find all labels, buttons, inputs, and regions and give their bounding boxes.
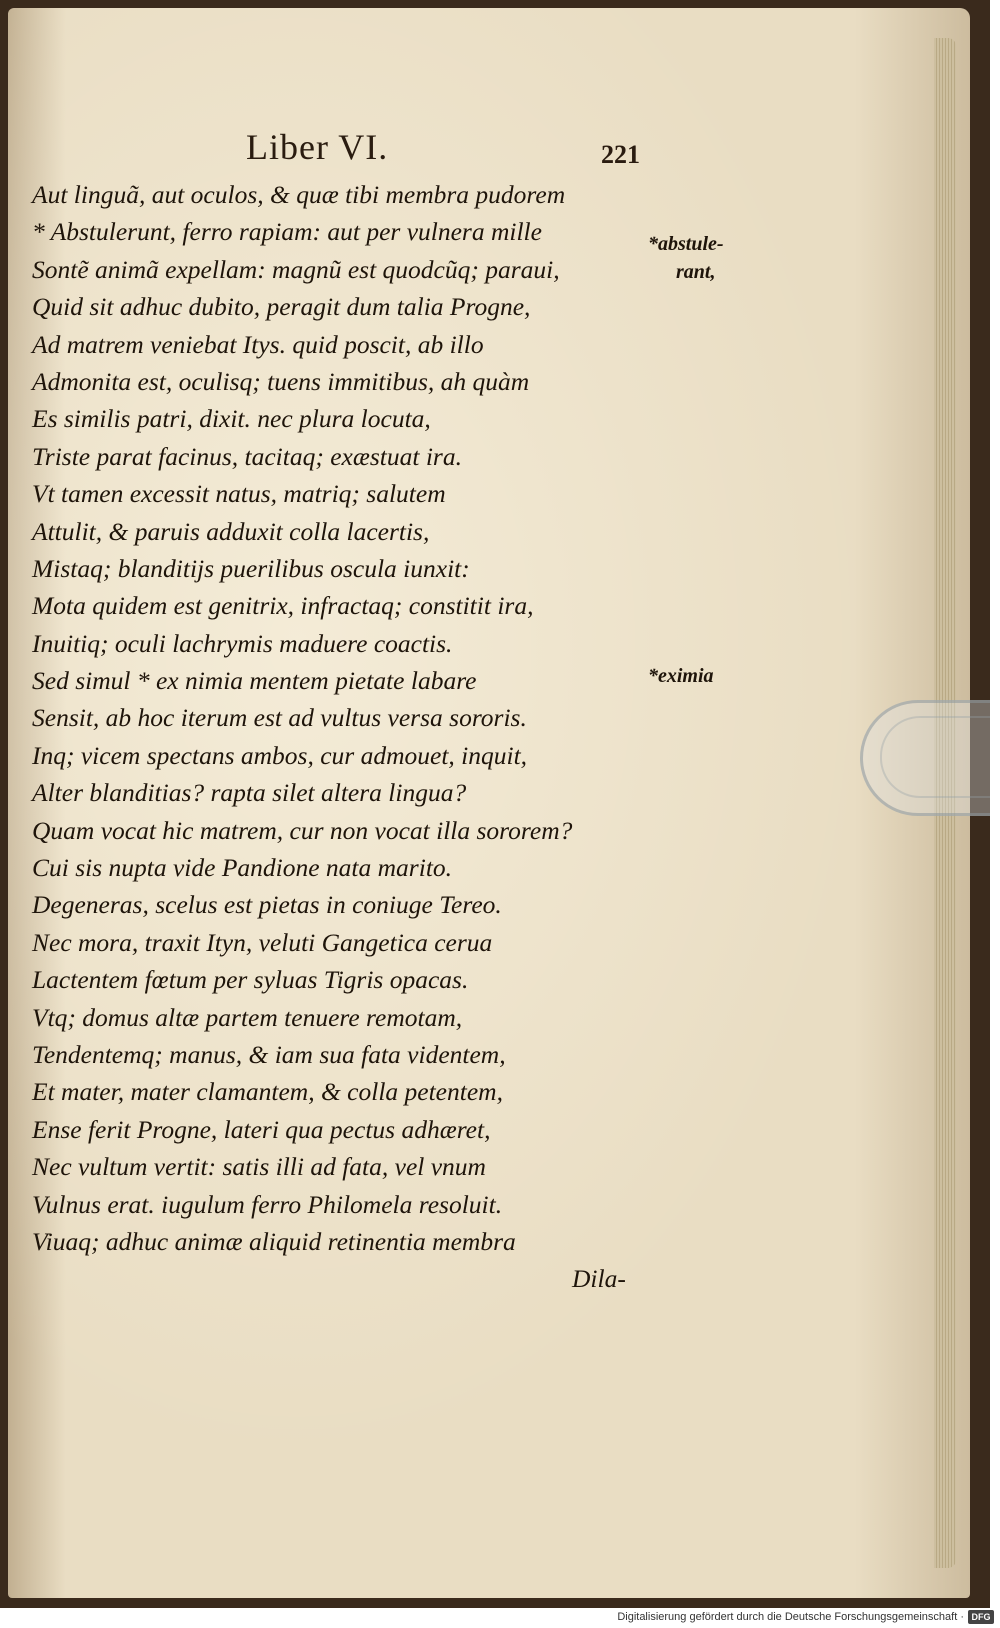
verse-text xyxy=(32,176,672,1298)
funding-notice: Digitalisierung gefördert durch die Deutsche Forschungsgemeinschaft · xyxy=(617,1611,964,1623)
verse-line: Admonita est, oculisq; tuens immitibus, ah quàm xyxy=(32,366,530,396)
page-number: 221 xyxy=(601,140,640,169)
verse-line: Mota quidem est genitrix, infractaq; constitit ira, xyxy=(32,591,534,621)
footer-bar xyxy=(0,1608,1000,1628)
verse-line: Ad matrem veniebat Itys. quid poscit, ab illo xyxy=(32,329,484,359)
verse-line: Degeneras, scelus est pietas in coniuge Tereo. xyxy=(32,890,502,920)
verse-line: Sed simul * ex nimia mentem pietate labare xyxy=(32,666,477,696)
verse-line: Ense ferit Progne, lateri qua pectus adhæret, xyxy=(32,1114,491,1144)
catchword: Dila- xyxy=(572,1264,626,1294)
verse-line: Viuaq; adhuc animæ aliquid retinentia membra xyxy=(32,1226,516,1256)
verse-line: Mistaq; blanditijs puerilibus oscula iunxit: xyxy=(32,553,470,583)
page-header xyxy=(246,126,666,176)
verse-line: Attulit, & paruis adduxit colla lacertis, xyxy=(32,516,430,546)
verse-line: Nec vultum vertit: satis illi ad fata, vel vnum xyxy=(32,1152,486,1182)
verse-line: Inq; vicem spectans ambos, cur admouet, inquit, xyxy=(32,740,528,770)
verse-line: Vulnus erat. iugulum ferro Philomela resoluit. xyxy=(32,1189,503,1219)
verse-line: * Abstulerunt, ferro rapiam: aut per vulnera mille xyxy=(32,217,542,247)
book-page xyxy=(8,8,970,1598)
verse-line: Es similis patri, dixit. nec plura locuta, xyxy=(32,404,431,434)
verse-line: Quam vocat hic matrem, cur non vocat illa sororem? xyxy=(32,815,573,845)
verse-line: Lactentem fœtum per syluas Tigris opacas. xyxy=(32,965,469,995)
verse-line: Triste parat facinus, tacitaq; exæstuat ira. xyxy=(32,441,462,471)
verse-line: Vtq; domus altæ partem tenuere remotam, xyxy=(32,1002,463,1032)
verse-line: Tendentemq; manus, & iam sua fata videntem, xyxy=(32,1039,506,1069)
verse-line: Et mater, mater clamantem, & colla petentem, xyxy=(32,1077,503,1107)
verse-line: Nec mora, traxit Ityn, veluti Gangetica cerua xyxy=(32,927,493,957)
margin-note: *abstule- xyxy=(648,233,724,255)
verse-line: Quid sit adhuc dubito, peragit dum talia Progne, xyxy=(32,292,531,322)
verse-line: Alter blanditias? rapta silet altera lingua? xyxy=(32,778,467,808)
margin-note: *eximia xyxy=(648,665,714,687)
verse-line: Inuitiq; oculi lachrymis maduere coactis. xyxy=(32,628,453,658)
verse-line: Sensit, ab hoc iterum est ad vultus versa sororis. xyxy=(32,703,527,733)
plastic-page-clip-inner xyxy=(880,716,990,798)
running-head: Liber VI. xyxy=(246,127,389,167)
margin-note: rant, xyxy=(676,261,716,283)
verse-line: Cui sis nupta vide Pandione nata marito. xyxy=(32,853,453,883)
verse-line: Aut linguã, aut oculos, & quæ tibi membra pudorem xyxy=(32,180,566,209)
dfg-logo: DFG xyxy=(968,1610,994,1624)
verse-line: Vt tamen excessit natus, matriq; salutem xyxy=(32,479,446,509)
verse-line: Sontẽ animã expellam: magnũ est quodcũq; paraui, xyxy=(32,254,560,284)
